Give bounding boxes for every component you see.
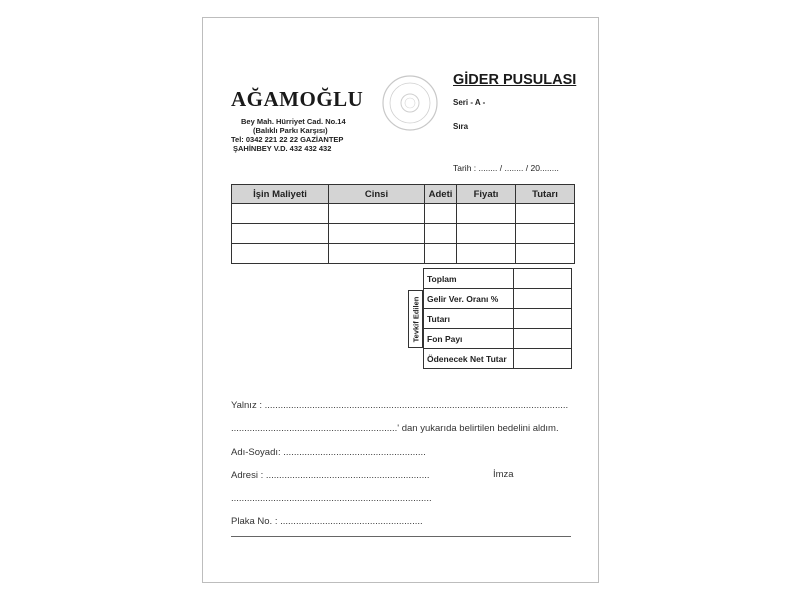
tax-office-line: ŞAHİNBEY V.D. 432 432 432 (233, 144, 332, 153)
totals-table (423, 268, 572, 369)
address-continued-line[interactable]: ............................................................................ (231, 493, 432, 504)
table-cell[interactable] (516, 244, 575, 264)
table-cell[interactable] (457, 244, 516, 264)
received-statement-line[interactable]: ...............................................................' dan yukarıda belirtilen bedelini aldım. (231, 423, 559, 434)
header-isin-maliyeti: İşin Maliyeti (232, 185, 329, 204)
header-fiyati: Fiyatı (457, 185, 516, 204)
totals-value[interactable] (514, 269, 572, 289)
yalniz-line[interactable]: Yalnız : ................................................................................................................... (231, 400, 569, 411)
items-header-row (232, 185, 575, 204)
table-cell[interactable] (457, 204, 516, 224)
company-name: AĞAMOĞLU (231, 87, 364, 111)
header-adeti: Adeti (425, 185, 457, 204)
seri-label: Seri - A - (453, 98, 486, 107)
totals-row-fon-payi (424, 329, 572, 349)
tevkif-edilen-text: Tevkif Edilen (411, 296, 420, 342)
receipt-sheet (202, 17, 599, 583)
table-cell[interactable] (329, 224, 425, 244)
totals-row-oran (424, 289, 572, 309)
table-cell[interactable] (232, 224, 329, 244)
adresi-line[interactable]: Adresi : .............................................................. (231, 470, 430, 481)
totals-value[interactable] (514, 349, 572, 369)
totals-label: Toplam (424, 269, 514, 289)
address-line-1: Bey Mah. Hürriyet Cad. No.14 (241, 117, 346, 126)
totals-value[interactable] (514, 329, 572, 349)
stamp-seal-icon (381, 74, 439, 132)
totals-value[interactable] (514, 309, 572, 329)
tevkif-edilen-label (409, 290, 422, 348)
table-cell[interactable] (329, 204, 425, 224)
adi-soyadi-line[interactable]: Adı-Soyadı: ...................................................... (231, 447, 426, 458)
plaka-line[interactable]: Plaka No. : ...................................................... (231, 516, 423, 527)
totals-row-net-tutar (424, 349, 572, 369)
table-row (232, 224, 575, 244)
totals-label: Gelir Ver. Oranı % (424, 289, 514, 309)
table-cell[interactable] (232, 244, 329, 264)
table-cell[interactable] (425, 224, 457, 244)
address-line-2: (Balıklı Parkı Karşısı) (253, 126, 328, 135)
totals-label: Ödenecek Net Tutar (424, 349, 514, 369)
totals-row-tutari (424, 309, 572, 329)
table-cell[interactable] (516, 204, 575, 224)
items-table (231, 184, 575, 264)
totals-label: Tutarı (424, 309, 514, 329)
header-cinsi: Cinsi (329, 185, 425, 204)
phone-line: Tel: 0342 221 22 22 GAZİANTEP (231, 135, 344, 144)
table-cell[interactable] (516, 224, 575, 244)
table-cell[interactable] (329, 244, 425, 264)
bottom-divider (231, 536, 571, 537)
sira-label: Sıra (453, 122, 469, 131)
date-line: Tarih : ........ / ........ / 20........ (453, 163, 559, 173)
totals-value[interactable] (514, 289, 572, 309)
table-cell[interactable] (425, 204, 457, 224)
document-title: GİDER PUSULASI (453, 72, 577, 88)
table-row (232, 204, 575, 224)
table-cell[interactable] (232, 204, 329, 224)
totals-row-toplam (424, 269, 572, 289)
table-cell[interactable] (425, 244, 457, 264)
totals-label: Fon Payı (424, 329, 514, 349)
table-row (232, 244, 575, 264)
table-cell[interactable] (457, 224, 516, 244)
header-tutari: Tutarı (516, 185, 575, 204)
imza-label: İmza (493, 469, 514, 480)
